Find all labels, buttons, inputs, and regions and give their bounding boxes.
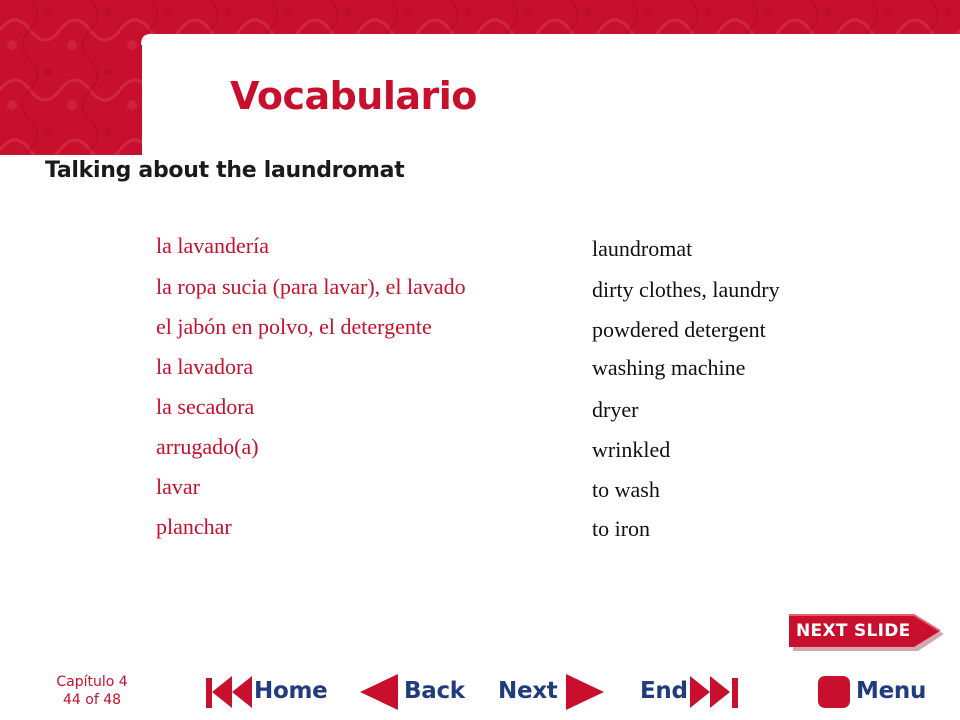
end-label: End <box>640 678 688 704</box>
menu-square-icon <box>814 670 854 714</box>
header-background <box>0 0 960 155</box>
back-label: Back <box>404 678 465 704</box>
spanish-term: planchar <box>156 514 232 539</box>
spanish-term: la lavandería <box>156 233 269 258</box>
spanish-term: la lavadora <box>156 354 254 379</box>
page-counter: 44 of 48 <box>62 692 122 708</box>
menu-label: Menu <box>856 678 927 704</box>
spanish-term: arrugado(a) <box>156 434 259 459</box>
spanish-term: el jabón en polvo, el detergente <box>156 314 432 339</box>
english-term: dryer <box>592 397 639 422</box>
home-button[interactable] <box>202 670 342 714</box>
english-term: wrinkled <box>592 437 671 462</box>
double-right-arrow-icon <box>688 670 746 714</box>
english-term: to iron <box>592 516 651 541</box>
left-arrow-icon <box>356 670 400 714</box>
next-slide-button[interactable] <box>788 612 948 652</box>
next-label: Next <box>498 678 558 704</box>
back-button[interactable] <box>356 670 476 714</box>
english-term: washing machine <box>592 355 746 380</box>
next-slide-label: NEXT SLIDE <box>796 621 911 641</box>
double-left-arrow-icon <box>202 670 254 714</box>
right-arrow-icon <box>564 670 608 714</box>
chapter-label: Capítulo 4 <box>56 674 128 690</box>
english-term: dirty clothes, laundry <box>592 277 780 302</box>
page-subtitle: Talking about the laundromat <box>45 158 405 183</box>
next-button[interactable] <box>498 670 610 714</box>
spanish-term: la secadora <box>156 394 255 419</box>
page-title: Vocabulario <box>230 74 477 118</box>
header-banner <box>0 0 960 155</box>
spanish-term: lavar <box>156 474 200 499</box>
english-term: laundromat <box>592 236 693 261</box>
spanish-term: la ropa sucia (para lavar), el lavado <box>156 274 466 299</box>
menu-button[interactable] <box>814 670 940 714</box>
end-button[interactable] <box>640 670 750 714</box>
english-term: powdered detergent <box>592 317 766 342</box>
english-term: to wash <box>592 477 660 502</box>
home-label: Home <box>254 678 328 704</box>
